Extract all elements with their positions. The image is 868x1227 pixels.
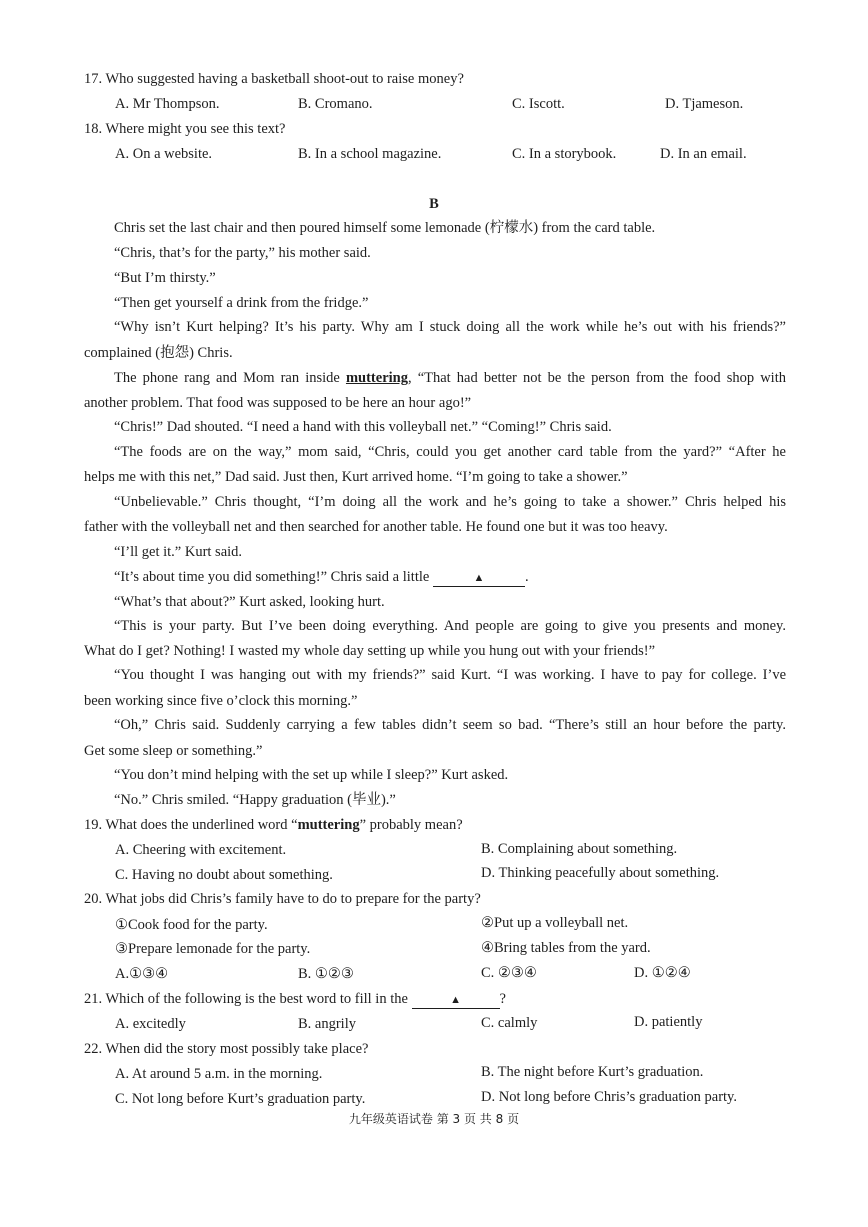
q19-stem [84,816,868,834]
q22-option-b: B. The night before Kurt’s graduation. [481,1064,704,1080]
passage-p5-line1: “Why isn’t Kurt helping? It’s his party. Why am I stuck doing all the work while he’s out with his friends?” [114,319,786,335]
q19-option-d: D. Thinking peacefully about something. [481,865,720,881]
passage-p6-post: , “That had better not be the person from the food shop with [407,370,786,386]
q18-option-d: D. In an email. [660,146,747,162]
passage-p11-post: . [524,569,529,585]
passage-p14-line1: “You thought I was hanging out with my friends?” said Kurt. “I was working. I have to pay for college. I’ve [114,667,786,683]
q21-option-a: A. excitedly [115,1016,186,1032]
passage-p8-line1: “The foods are on the way,” mom said, “Chris, could you get another card table from the yard?” “After he [114,444,786,460]
passage-p12: “What’s that about?” Kurt asked, looking hurt. [114,594,385,610]
triangle-icon: ▲ [473,572,485,584]
q17-option-d: D. Tjameson. [665,96,744,112]
q20-option-a: A.①③④ [115,966,169,982]
q22-option-d: D. Not long before Chris’s graduation party. [481,1089,737,1105]
answer-blank [433,570,525,587]
passage-p11-pre: “It’s about time you did something!” Chris said a little [114,569,433,585]
q17-stem: 17. Who suggested having a basketball shoot-out to raise money? [84,71,464,87]
page-footer: 九年级英语试卷 第 3 页 共 8 页 [348,1112,520,1126]
passage-p9-line1: “Unbelievable.” Chris thought, “I’m doing all the work and he’s going to take a shower.” Chris helped his [114,494,786,510]
passage-p6-pre: The phone rang and Mom ran inside [114,370,346,386]
q20-option-b: B. ①②③ [298,966,354,982]
q19-option-a: A. Cheering with excitement. [115,842,287,858]
q21-blank [412,992,500,1009]
passage-p16: “You don’t mind helping with the set up while I sleep?” Kurt asked. [114,767,509,783]
q21-stem-pre: 21. Which of the following is the best word to fill in the [84,991,412,1007]
q22-option-a: A. At around 5 a.m. in the morning. [115,1066,323,1082]
passage-p13-line2: What do I get? Nothing! I wasted my whole day setting up while you hung out with your friends!” [84,643,656,659]
passage-p4: “Then get yourself a drink from the fridge.” [114,295,369,311]
section-b-heading: B [429,196,439,212]
q21-option-b: B. angrily [298,1016,356,1032]
q20-item-1: ①Cook food for the party. [115,917,268,933]
passage-p8-line2: helps me with this net,” Dad said. Just then, Kurt arrived home. “I’m going to take a shower.” [84,469,628,485]
q19-option-b: B. Complaining about something. [481,841,678,857]
q18-stem: 18. Where might you see this text? [84,121,286,137]
passage-p6-line2: another problem. That food was supposed to be here an hour ago!” [84,395,472,411]
passage-p7: “Chris!” Dad shouted. “I need a hand with this volleyball net.” “Coming!” Chris said. [114,419,612,435]
q17-option-c: C. Iscott. [512,96,565,112]
passage-p6-line1 [114,369,786,387]
q22-stem: 22. When did the story most possibly take place? [84,1041,369,1057]
passage-p15-line1: “Oh,” Chris said. Suddenly carrying a few tables didn’t seem so bad. “There’s still an hour before the party. [114,717,786,733]
q20-item-2: ②Put up a volleyball net. [481,915,629,931]
passage-p1: Chris set the last chair and then poured himself some lemonade (柠檬水) from the card table. [114,220,656,236]
passage-p15-line2: Get some sleep or something.” [84,743,263,759]
q20-stem: 20. What jobs did Chris’s family have to do to prepare for the party? [84,891,481,907]
q22-option-c: C. Not long before Kurt’s graduation party. [115,1091,366,1107]
q18-option-c: C. In a storybook. [512,146,617,162]
passage-p5-line2: complained (抱怨) Chris. [84,345,233,361]
q19-option-c: C. Having no doubt about something. [115,867,333,883]
passage-p17: “No.” Chris smiled. “Happy graduation (毕业).” [114,792,396,808]
passage-p9-line2: father with the volleyball net and then searched for another table. He found one but it was too heavy. [84,519,668,535]
q21-stem-post: ? [499,991,506,1007]
q20-option-d: D. ①②④ [634,965,691,981]
passage-p11 [114,568,529,587]
q21-option-d: D. patiently [634,1014,703,1030]
q18-option-b: B. In a school magazine. [298,146,442,162]
q19-stem-word: muttering [297,817,360,833]
passage-p2: “Chris, that’s for the party,” his mother said. [114,245,371,261]
passage-p13-line1: “This is your party. But I’ve been doing everything. And people are going to give you presents and money. [114,618,786,634]
q17-option-b: B. Cromano. [298,96,373,112]
q20-item-4: ④Bring tables from the yard. [481,940,651,956]
q21-option-c: C. calmly [481,1015,538,1031]
triangle-icon: ▲ [450,994,461,1006]
underlined-word-muttering: muttering [345,370,408,386]
q17-option-a: A. Mr Thompson. [115,96,220,112]
passage-p10: “I’ll get it.” Kurt said. [114,544,243,560]
q18-option-a: A. On a website. [115,146,213,162]
passage-p3: “But I’m thirsty.” [114,270,216,286]
q21-stem [84,990,868,1009]
q20-item-3: ③Prepare lemonade for the party. [115,941,311,957]
q20-option-c: C. ②③④ [481,965,537,981]
q19-stem-pre: 19. What does the underlined word “ [84,817,298,833]
passage-p14-line2: been working since five o’clock this morning.” [84,693,358,709]
q19-stem-post: ” probably mean? [359,817,463,833]
